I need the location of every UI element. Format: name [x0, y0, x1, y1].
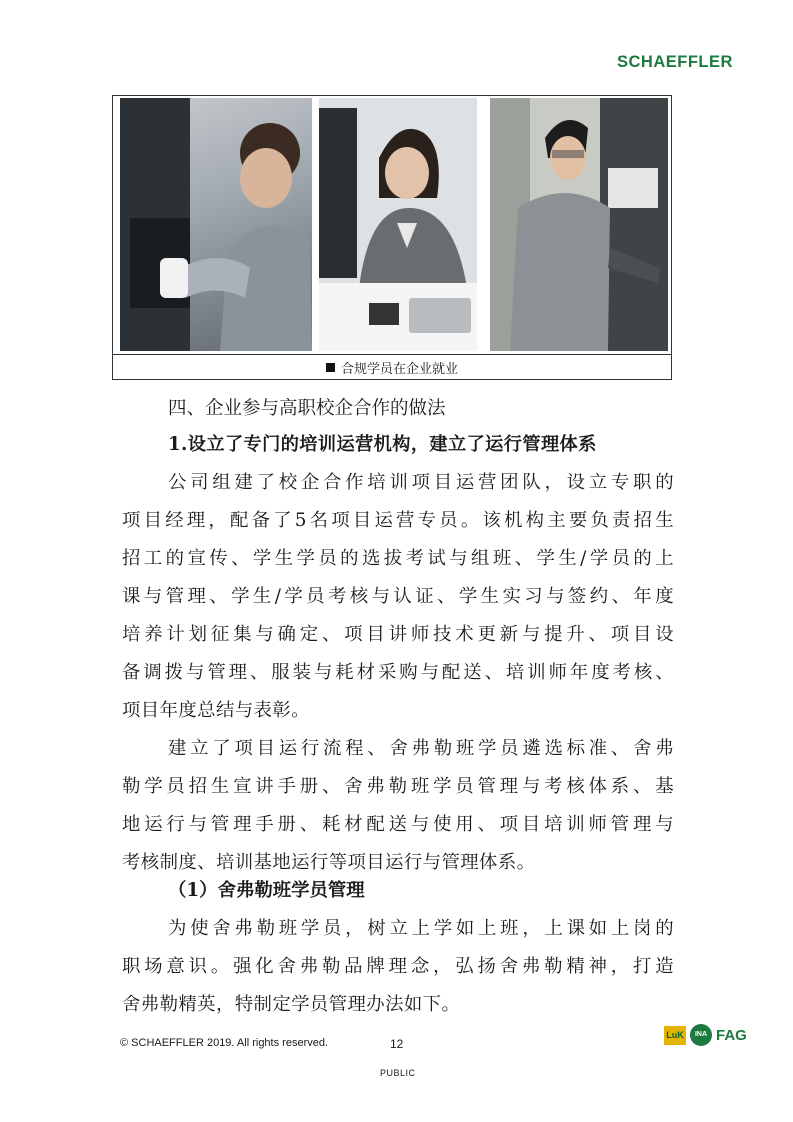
- paragraph-line: 课与管理、学生/学员考核与认证、学生实习与签约、年度: [122, 586, 674, 607]
- section-subheading: 1.设立了专门的培训运营机构，建立了运行管理体系: [168, 434, 597, 455]
- classification-label: PUBLIC: [380, 1068, 416, 1078]
- figure-caption-text: 合规学员在企业就业: [340, 361, 458, 377]
- brand-logos: [664, 1024, 748, 1048]
- paragraph-line: 建立了项目运行流程、舍弗勒班学员遴选标准、舍弗: [168, 738, 674, 759]
- section-heading: 四、企业参与高职校企合作的做法: [168, 398, 446, 419]
- paragraph-line: 备调拨与管理、服装与耗材采购与配送、培训师年度考核、: [122, 662, 674, 683]
- figure-caption: [113, 354, 671, 379]
- photo-trainee-in-vehicle: [120, 98, 312, 351]
- paragraph-line: 职场意识。强化舍弗勒品牌理念，弘扬舍弗勒精神，打造: [122, 956, 674, 977]
- figure: [112, 95, 672, 380]
- ina-logo-icon: INA: [690, 1024, 712, 1046]
- paragraph-line: 公司组建了校企合作培训项目运营团队，设立专职的: [168, 472, 674, 493]
- paragraph-line: 地运行与管理手册、耗材配送与使用、项目培训师管理与: [122, 814, 674, 835]
- paragraph-line: 项目经理，配备了5名项目运营专员。该机构主要负责招生: [122, 510, 674, 531]
- photo-trainee-at-computer: [319, 98, 477, 351]
- copyright-notice: © SCHAEFFLER 2019. All rights reserved.: [120, 1037, 329, 1049]
- page-number: 12: [390, 1037, 404, 1051]
- paragraph-line: 项目年度总结与表彰。: [122, 700, 310, 721]
- photo-trainee-at-machine: [490, 98, 668, 351]
- paragraph-line: 舍弗勒精英，特制定学员管理办法如下。: [122, 994, 461, 1015]
- luk-logo-icon: LuK: [664, 1026, 686, 1045]
- caption-bullet-icon: [326, 363, 335, 372]
- fag-logo-icon: FAG: [716, 1027, 747, 1044]
- paragraph-line: 招工的宣传、学生学员的选拔考试与组班、学生/学员的上: [122, 548, 674, 569]
- paragraph-line: 勒学员招生宣讲手册、舍弗勒班学员管理与考核体系、基: [122, 776, 674, 797]
- subsection-heading: （1）舍弗勒班学员管理: [168, 880, 365, 901]
- paragraph-line: 培养计划征集与确定、项目讲师技术更新与提升、项目设: [122, 624, 674, 645]
- brand-logo: SCHAEFFLER: [617, 53, 733, 71]
- paragraph-line: 为使舍弗勒班学员，树立上学如上班，上课如上岗的: [168, 918, 674, 939]
- paragraph-line: 考核制度、培训基地运行等项目运行与管理体系。: [122, 852, 536, 873]
